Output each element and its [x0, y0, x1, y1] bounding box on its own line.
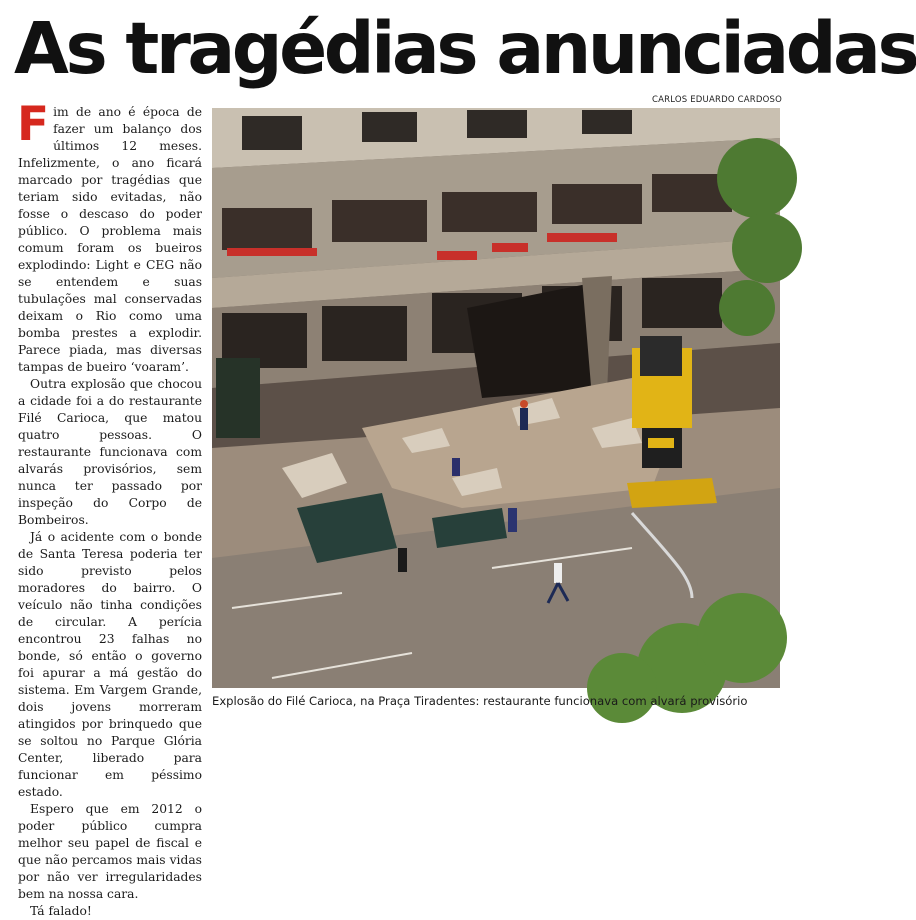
green-door — [216, 358, 260, 438]
article-paragraph-text: im de ano é época de fazer um balanço dos últimos 12 meses. Infelizmente, o ano ficará marcado por tragédias que teriam sido evitadas, não fosse o descaso do poder público. O problema mais comum foram os bueiros explodindo: Light e CEG não se entendem e suas tubulações mal conservadas deixam o Rio como uma bomba prestes a explodir. Parece piada, mas diversas tampas de bueiro ‘voaram’. — [18, 105, 202, 374]
article-paragraph: Outra explosão que chocou a cidade foi a do restaurante Filé Carioca, que matou quatro pessoas. O restaurante funcionava com alvarás provisórios, sem nunca ter passado por inspeção do Corpo de Bombeiros. — [18, 377, 202, 527]
news-photo — [212, 108, 780, 688]
explosion-scene-illustration — [212, 108, 780, 688]
photo-credit: CARLOS EDUARDO CARDOSO — [651, 95, 782, 105]
article-paragraph: Espero que em 2012 o poder público cumpra melhor seu papel de fiscal e que não percamos mais vidas por não ver irregularidades bem na nossa cara. — [18, 802, 202, 901]
headline: As tragédias anunciadas — [14, 7, 916, 90]
article-paragraph: Já o acidente com o bonde de Santa Teresa poderia ter sido previsto pelos moradores do bairro. O veículo não tinha condições de circular. A perícia encontrou 23 falhas no bonde, só então o governo foi apurar a má gestão do sistema. Em Vargem Grande, dois jovens morreram atingidos por brinquedo que se soltou no Parque Glória Center, liberado para funcionar em péssimo estado. — [18, 530, 202, 799]
photo-caption: Explosão do Filé Carioca, na Praça Tiradentes: restaurante funcionava com alvará provisório — [212, 694, 748, 708]
article-paragraph — [17, 97, 202, 376]
drop-cap: F — [17, 97, 50, 152]
article-column — [17, 97, 202, 918]
article-paragraph: Tá falado! — [30, 904, 92, 918]
